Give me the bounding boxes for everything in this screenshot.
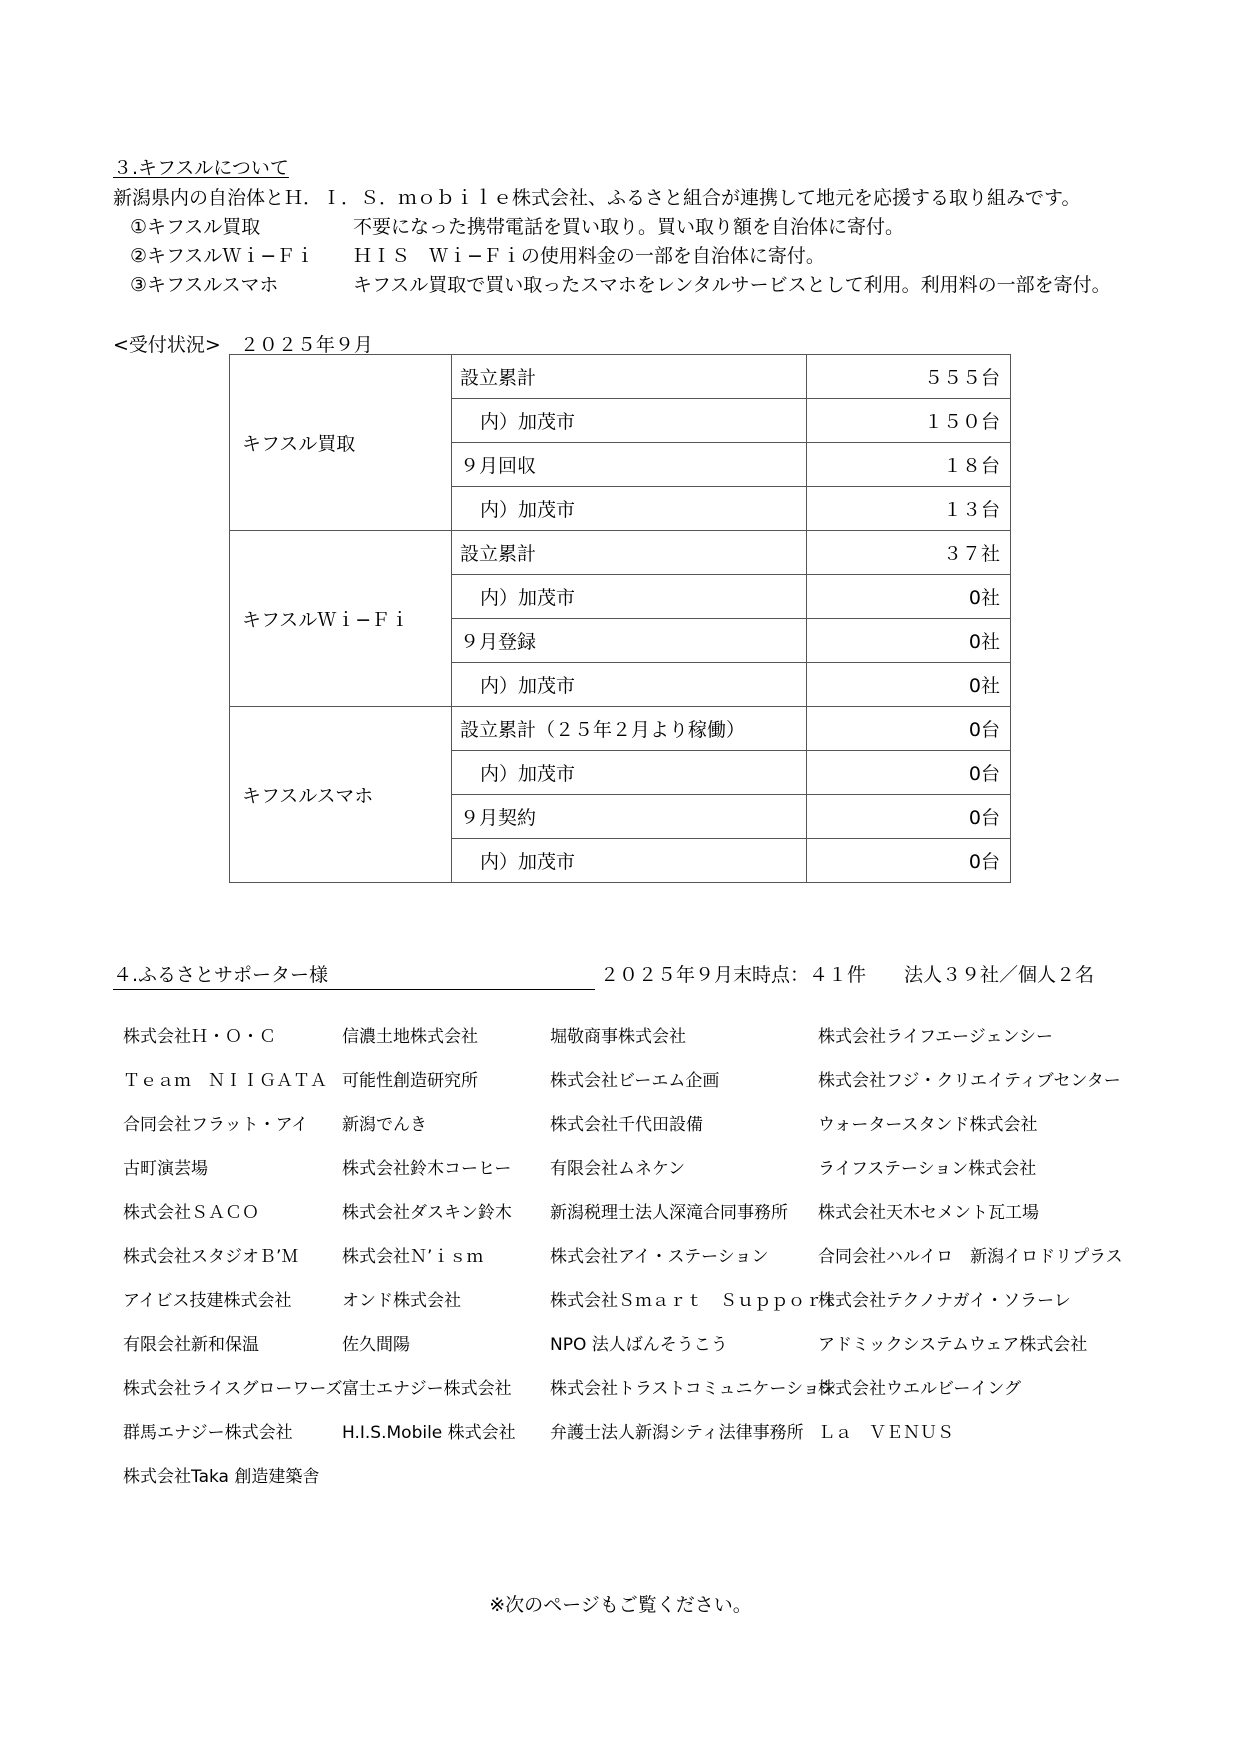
supporter-name: ライフステーション株式会社 bbox=[818, 1159, 1037, 1179]
item-text: ＨＩＳ Ｗｉ−Ｆｉの使用料金の一部を自治体に寄付。 bbox=[353, 245, 825, 267]
supporter-name: 群馬エナジー株式会社 bbox=[123, 1423, 293, 1443]
row-value: 0台 bbox=[807, 751, 1011, 795]
supporter-name: 株式会社ライスグローワーズ bbox=[123, 1379, 343, 1399]
supporter-name: 株式会社ウエルビーイング bbox=[818, 1379, 1021, 1399]
row-label: 内）加茂市 bbox=[452, 575, 807, 619]
section4-heading: ４.ふるさとサポーター様 bbox=[113, 960, 595, 990]
supporter-name: 株式会社フジ・クリエイティブセンター bbox=[818, 1071, 1121, 1091]
status-table bbox=[229, 354, 1011, 883]
supporter-name: 合同会社ハルイロ 新潟イロドリプラス bbox=[818, 1247, 1123, 1267]
kifusuru-item bbox=[130, 270, 1111, 297]
supporter-name: 株式会社アイ・ステーション bbox=[550, 1247, 769, 1267]
supporter-name: Ｌａ ＶＥＮＵＳ bbox=[818, 1423, 954, 1443]
row-value: 0社 bbox=[807, 663, 1011, 707]
supporter-name: 株式会社ライフエージェンシー bbox=[818, 1027, 1054, 1047]
item-name: ③キフスルスマホ bbox=[130, 274, 279, 296]
row-label: 内）加茂市 bbox=[452, 751, 807, 795]
supporter-name: 古町演芸場 bbox=[123, 1159, 208, 1179]
supporter-name: 株式会社トラストコミュニケーション bbox=[550, 1379, 837, 1399]
supporter-name: 株式会社千代田設備 bbox=[550, 1115, 703, 1135]
supporter-name: 株式会社ＳＡＣＯ bbox=[123, 1203, 259, 1223]
supporter-name: 株式会社ビーエム企画 bbox=[550, 1071, 720, 1091]
supporter-name: 株式会社Ｓｍａｒｔ Ｓｕｐｐｏｒｔ bbox=[550, 1291, 839, 1311]
supporter-name: 株式会社ダスキン鈴木 bbox=[342, 1203, 512, 1223]
row-value: 0台 bbox=[807, 707, 1011, 751]
supporter-name: Ｔｅａｍ ＮＩＩＧＡＴＡ bbox=[123, 1071, 327, 1091]
row-value: ３７社 bbox=[807, 531, 1011, 575]
row-label: 設立累計（２５年２月より稼働） bbox=[452, 707, 807, 751]
table-row bbox=[230, 531, 1011, 575]
row-label: 内）加茂市 bbox=[452, 487, 807, 531]
kifusuru-item bbox=[130, 241, 825, 268]
supporter-name: 株式会社天木セメント瓦工場 bbox=[818, 1203, 1039, 1223]
row-value: １８台 bbox=[807, 443, 1011, 487]
supporter-name: 信濃土地株式会社 bbox=[342, 1027, 478, 1047]
supporter-name: 佐久間陽 bbox=[342, 1335, 410, 1355]
kifusuru-item bbox=[130, 212, 904, 239]
supporter-name: NPO 法人ばんそうこう bbox=[550, 1335, 728, 1355]
group-name: キフスルスマホ bbox=[230, 707, 452, 883]
status-label: <受付状況> ２０２５年９月 bbox=[113, 334, 373, 356]
supporter-name: 堀敬商事株式会社 bbox=[550, 1027, 686, 1047]
row-label: 内）加茂市 bbox=[452, 839, 807, 883]
row-value: 0台 bbox=[807, 839, 1011, 883]
group-name: キフスル買取 bbox=[230, 355, 452, 531]
supporter-name: オンド株式会社 bbox=[342, 1291, 461, 1311]
supporter-name: 可能性創造研究所 bbox=[342, 1071, 478, 1091]
row-label: 設立累計 bbox=[452, 531, 807, 575]
section3-heading: ３.キフスルについて bbox=[113, 157, 289, 179]
supporter-name: アイビス技建株式会社 bbox=[123, 1291, 292, 1311]
section4-summary: ２０２５年９月末時点：４１件 法人３９社／個人２名 bbox=[600, 964, 1095, 986]
group-name: キフスルＷｉ−Ｆｉ bbox=[230, 531, 452, 707]
row-label: ９月回収 bbox=[452, 443, 807, 487]
supporter-name: 新潟税理士法人深滝合同事務所 bbox=[550, 1203, 788, 1223]
row-label: 内）加茂市 bbox=[452, 399, 807, 443]
table-row bbox=[230, 355, 1011, 399]
item-text: 不要になった携帯電話を買い取り。買い取り額を自治体に寄付。 bbox=[353, 216, 905, 238]
supporter-name: 合同会社フラット・アイ bbox=[123, 1115, 309, 1135]
row-value: 0台 bbox=[807, 795, 1011, 839]
supporter-name: 株式会社テクノナガイ・ソラーレ bbox=[818, 1291, 1071, 1311]
row-value: 0社 bbox=[807, 575, 1011, 619]
supporter-name: H.I.S.Mobile 株式会社 bbox=[342, 1423, 516, 1443]
supporter-name: 富士エナジー株式会社 bbox=[342, 1379, 512, 1399]
row-label: ９月登録 bbox=[452, 619, 807, 663]
row-label: 内）加茂市 bbox=[452, 663, 807, 707]
supporter-name: 株式会社Ｈ・Ｏ・Ｃ bbox=[123, 1027, 276, 1047]
row-value: １３台 bbox=[807, 487, 1011, 531]
table-row bbox=[230, 707, 1011, 751]
footer-note: ※次のページもご覧ください。 bbox=[489, 1594, 752, 1616]
supporter-name: 株式会社鈴木コーヒー bbox=[342, 1159, 512, 1179]
supporter-name: 新潟でんき bbox=[342, 1115, 427, 1135]
supporter-name: 有限会社ムネケン bbox=[550, 1159, 686, 1179]
supporter-name: ウォータースタンド株式会社 bbox=[818, 1115, 1038, 1135]
item-text: キフスル買取で買い取ったスマホをレンタルサービスとして利用。利用料の一部を寄付。 bbox=[353, 274, 1111, 296]
supporter-name: 有限会社新和保温 bbox=[123, 1335, 259, 1355]
supporter-name: アドミックシステムウェア株式会社 bbox=[818, 1335, 1088, 1355]
row-label: 設立累計 bbox=[452, 355, 807, 399]
item-name: ②キフスルＷｉ−Ｆｉ bbox=[130, 245, 315, 267]
supporter-name: 株式会社Taka 創造建築舎 bbox=[123, 1467, 320, 1487]
row-value: ５５５台 bbox=[807, 355, 1011, 399]
row-value: １５０台 bbox=[807, 399, 1011, 443]
supporter-name: 弁護士法人新潟シティ法律事務所 bbox=[550, 1423, 804, 1443]
supporter-name: 株式会社Ｎ’ｉｓｍ bbox=[342, 1247, 484, 1267]
row-label: ９月契約 bbox=[452, 795, 807, 839]
supporter-name: 株式会社スタジオＢ’Ｍ bbox=[123, 1247, 299, 1267]
item-name: ①キフスル買取 bbox=[130, 216, 261, 238]
row-value: 0社 bbox=[807, 619, 1011, 663]
section3-description: 新潟県内の自治体とＨ．Ｉ．Ｓ．ｍｏｂｉｌｅ株式会社、ふるさと組合が連携して地元を応援する取り組みです。 bbox=[113, 187, 1081, 209]
